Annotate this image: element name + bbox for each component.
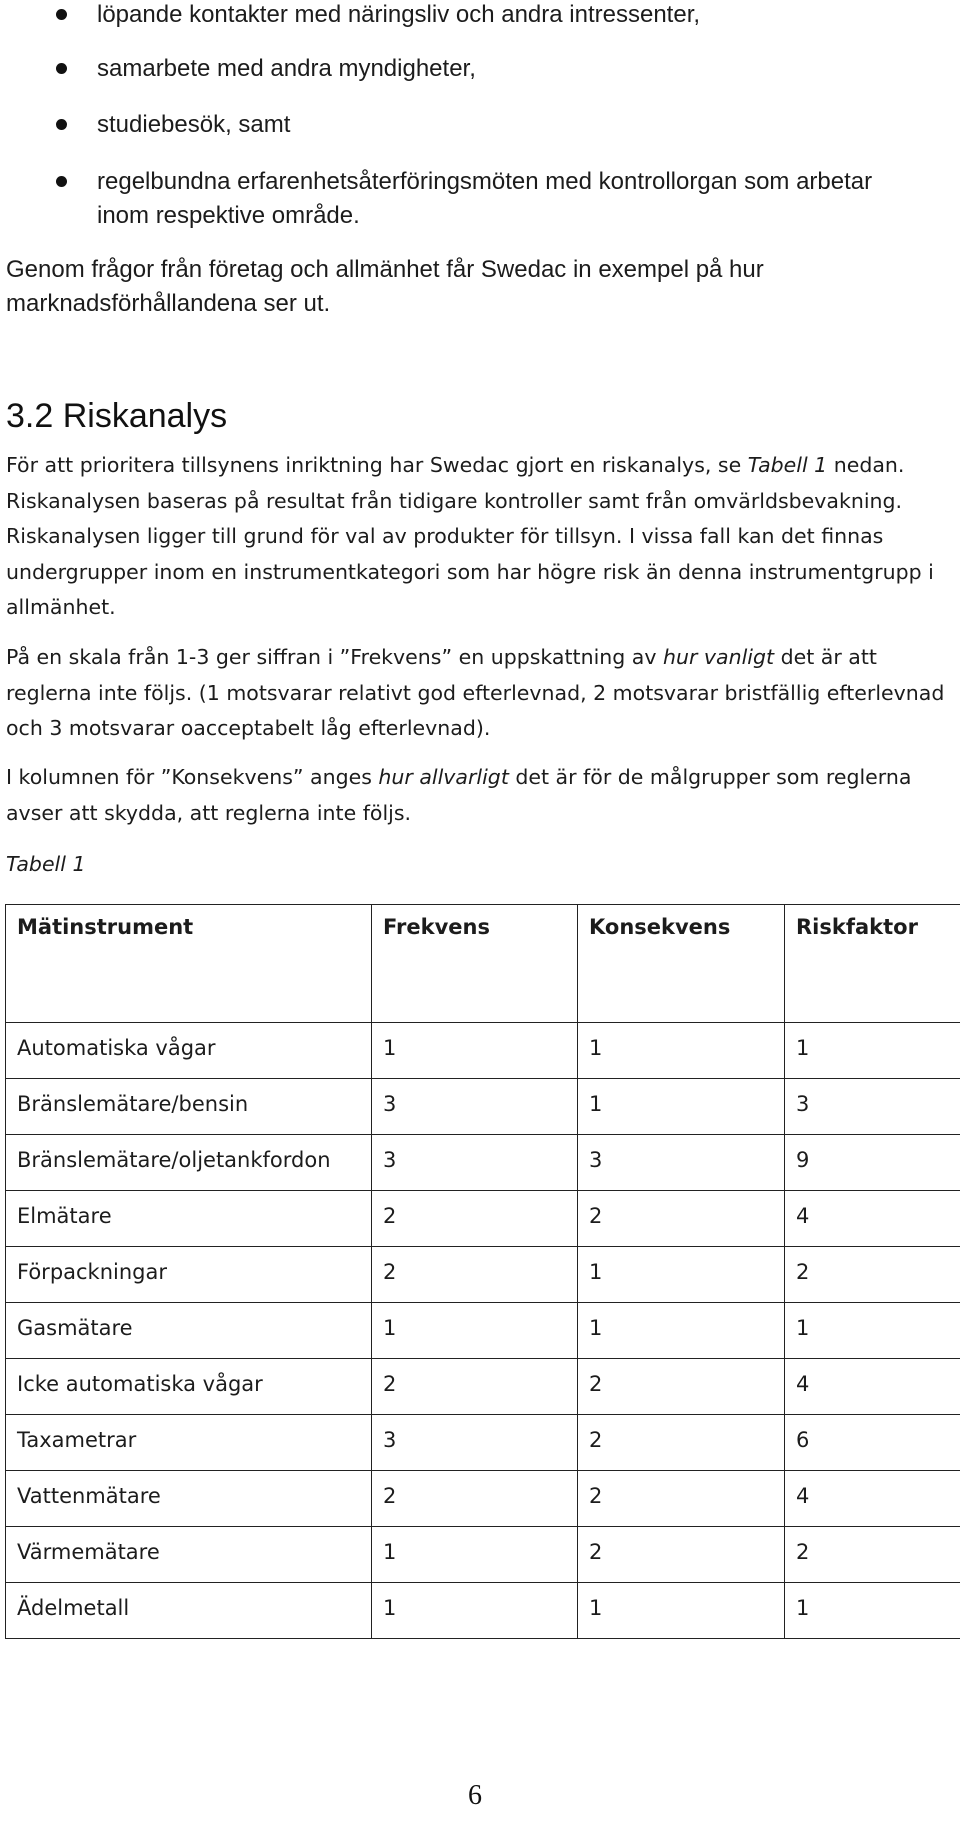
table-cell: 1 [578,1247,785,1303]
table-cell: 4 [785,1191,960,1247]
table-cell: Förpackningar [6,1247,372,1303]
table-cell: 2 [372,1191,578,1247]
table-cell: 3 [372,1415,578,1471]
paragraph-text: För att prioritera tillsynens inriktning har Swedac gjort en riskanalys, se [6,453,748,477]
intro-paragraph: Genom frågor från företag och allmänhet får Swedac in exempel på hur marknadsförhållandena ser ut. [6,256,764,317]
bullet-icon [56,119,67,130]
table-cell: 1 [372,1583,578,1639]
emphasis-text: hur vanligt [663,645,775,669]
table-cell: 1 [372,1023,578,1079]
table-cell: 2 [372,1359,578,1415]
paragraph-text: I kolumnen för ”Konsekvens” anges [6,765,379,789]
table-cell: Elmätare [6,1191,372,1247]
table-cell: 1 [372,1303,578,1359]
column-header: Konsekvens [578,905,785,1023]
table-row [6,1079,960,1135]
table-row [6,1023,960,1079]
table-cell: 3 [372,1079,578,1135]
list-item-text: löpande kontakter med näringsliv och andra intressenter, [97,1,701,28]
table-cell: Bränslemätare/oljetankfordon [6,1135,372,1191]
table-cell: 3 [785,1079,960,1135]
table-cell: 1 [578,1079,785,1135]
table-row [6,1471,960,1527]
table-cell: 3 [372,1135,578,1191]
column-header: Frekvens [372,905,578,1023]
frekvens-paragraph [6,640,951,747]
table-cell: 2 [578,1191,785,1247]
table-cell: Icke automatiska vågar [6,1359,372,1415]
emphasis-text: hur allvarligt [378,765,509,789]
list-item-text: regelbundna erfarenhetsåterföringsmöten med kontrollorgan som arbetar inom respektive område. [97,168,873,229]
table-cell: 3 [578,1135,785,1191]
table-cell: 2 [372,1471,578,1527]
table-cell: Gasmätare [6,1303,372,1359]
table-cell: 2 [578,1415,785,1471]
bullet-icon [56,63,67,74]
riskanalys-paragraph [6,448,951,626]
table-header [6,905,960,1023]
page-number: 6 [468,1780,482,1811]
table-cell: 2 [578,1359,785,1415]
table-cell: Värmemätare [6,1527,372,1583]
table-cell: Automatiska vågar [6,1023,372,1079]
paragraph-text: det är att reglerna inte följs. (1 motsvarar relativt god efterlevnad, 2 motsvarar bristfällig efterlevnad och 3 motsvarar oacceptabelt låg efterlevnad). [6,645,945,740]
list-item [97,108,917,142]
table-row [6,1415,960,1471]
table-cell: 2 [785,1527,960,1583]
table-caption: Tabell 1 [6,852,86,876]
table-cell: Bränslemätare/bensin [6,1079,372,1135]
table-cell: Taxametrar [6,1415,372,1471]
table-row [6,1191,960,1247]
list-item [97,0,917,32]
table-cell: 1 [785,1583,960,1639]
paragraph-text: På en skala från 1-3 ger siffran i ”Frekvens” en uppskattning av [6,645,663,669]
paragraph-text: nedan. Riskanalysen baseras på resultat från tidigare kontroller samt från omvärldsbevakning. Riskanalysen ligger till grund för val av produkter för tillsyn. I vissa fall kan det finnas undergrupper inom en instrumentkategori som har högre risk än denna instrumentgrupp i allmänhet. [6,453,934,619]
table-row [6,1359,960,1415]
bullet-icon [56,176,67,187]
table-cell: 6 [785,1415,960,1471]
table-cell: 2 [785,1247,960,1303]
table-cell: Ädelmetall [6,1583,372,1639]
table-cell: 1 [785,1023,960,1079]
list-item-text: studiebesök, samt [97,111,291,138]
table-reference: Tabell 1 [747,453,828,477]
table-cell: 9 [785,1135,960,1191]
konsekvens-paragraph [6,760,951,831]
table-cell: 1 [578,1303,785,1359]
column-header: Mätinstrument [6,905,372,1023]
table-body [6,1023,960,1639]
table-cell: 1 [578,1023,785,1079]
table-cell: 2 [372,1247,578,1303]
paragraph-text: det är för de målgrupper som reglerna avser att skydda, att reglerna inte följs. [6,765,912,825]
table-row [6,1247,960,1303]
section-heading: 3.2 Riskanalys [6,397,228,435]
table-row [6,1527,960,1583]
header-row [6,905,960,1023]
table-cell: 1 [785,1303,960,1359]
table-row [6,1303,960,1359]
list-item [97,52,917,86]
column-header: Riskfaktor [785,905,960,1023]
list-item [97,165,917,233]
table-row [6,1135,960,1191]
table-cell: 2 [578,1527,785,1583]
table-row [6,1583,960,1639]
table-cell: 1 [372,1527,578,1583]
bullet-icon [56,9,67,20]
table-cell: 2 [578,1471,785,1527]
table-cell: 4 [785,1471,960,1527]
list-item-text: samarbete med andra myndigheter, [97,55,476,82]
risk-table [5,904,960,1639]
table-cell: 1 [578,1583,785,1639]
table-cell: Vattenmätare [6,1471,372,1527]
table-cell: 4 [785,1359,960,1415]
